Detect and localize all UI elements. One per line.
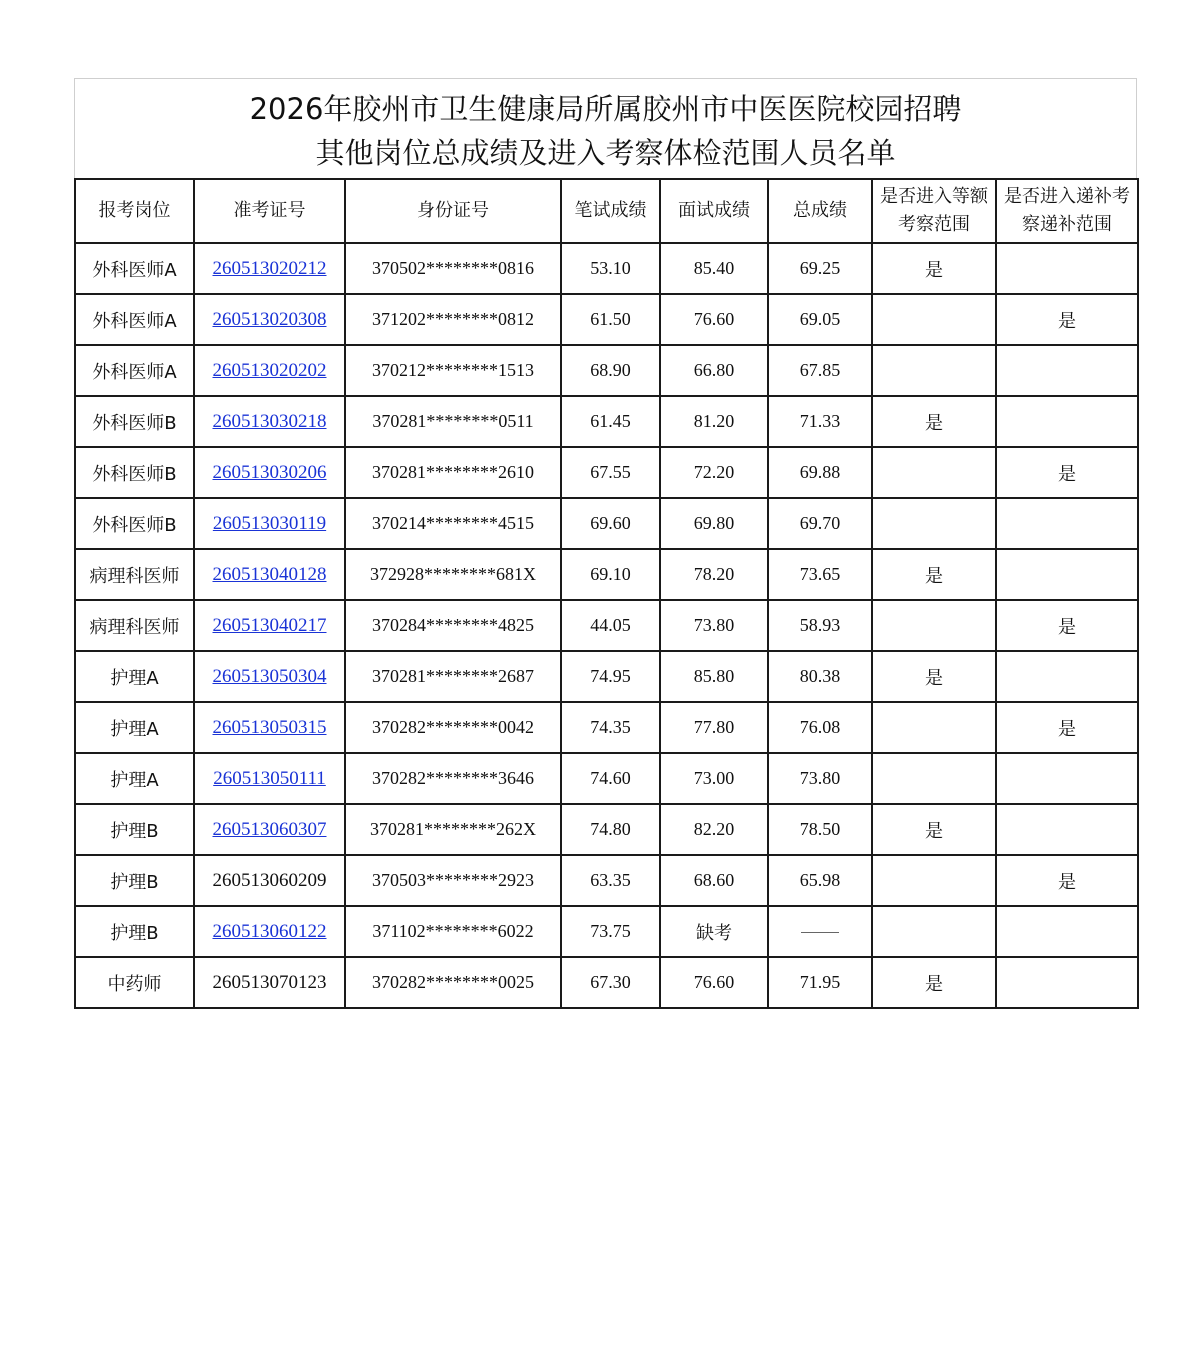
- equal-inspection-cell: 是: [872, 243, 996, 294]
- header-written-score: 笔试成绩: [561, 179, 660, 243]
- exam-no-link[interactable]: 260513020308: [212, 308, 327, 330]
- interview-score-cell: 76.60: [660, 294, 768, 345]
- table-row: [75, 855, 1138, 906]
- exam-no-link[interactable]: 260513040217: [212, 614, 327, 636]
- written-score-cell: 53.10: [561, 243, 660, 294]
- substitute-inspection-cell: [996, 753, 1138, 804]
- position-cell: 护理A: [75, 702, 194, 753]
- id-no-cell: 370502********0816: [345, 243, 561, 294]
- id-no-cell: 370503********2923: [345, 855, 561, 906]
- exam-no-link[interactable]: 260513030206: [212, 461, 327, 483]
- equal-inspection-cell: [872, 906, 996, 957]
- id-no-cell: 370281********2610: [345, 447, 561, 498]
- total-score-cell: 69.70: [768, 498, 872, 549]
- table-row: [75, 549, 1138, 600]
- exam-no-text: 260513070123: [212, 971, 327, 993]
- substitute-inspection-cell: [996, 243, 1138, 294]
- exam-no-cell: [194, 957, 345, 1008]
- interview-score-cell: 66.80: [660, 345, 768, 396]
- id-no-cell: 370281********262X: [345, 804, 561, 855]
- id-no-cell: 370282********0042: [345, 702, 561, 753]
- total-score-cell: 69.25: [768, 243, 872, 294]
- id-no-cell: 370282********3646: [345, 753, 561, 804]
- position-cell: 病理科医师: [75, 549, 194, 600]
- equal-inspection-cell: [872, 447, 996, 498]
- written-score-cell: 69.10: [561, 549, 660, 600]
- header-interview-score: 面试成绩: [660, 179, 768, 243]
- written-score-cell: 74.35: [561, 702, 660, 753]
- exam-no-link[interactable]: 260513030218: [212, 410, 327, 432]
- position-cell: 外科医师A: [75, 345, 194, 396]
- written-score-cell: 68.90: [561, 345, 660, 396]
- exam-no-cell[interactable]: [194, 804, 345, 855]
- interview-score-cell: 缺考: [660, 906, 768, 957]
- written-score-cell: 67.55: [561, 447, 660, 498]
- exam-no-link[interactable]: 260513060307: [212, 818, 327, 840]
- exam-no-link[interactable]: 260513050304: [212, 665, 327, 687]
- substitute-inspection-cell: [996, 498, 1138, 549]
- exam-no-link[interactable]: 260513050315: [212, 716, 327, 738]
- interview-score-cell: 85.80: [660, 651, 768, 702]
- exam-no-cell[interactable]: [194, 549, 345, 600]
- equal-inspection-cell: [872, 294, 996, 345]
- equal-inspection-cell: 是: [872, 396, 996, 447]
- position-cell: 护理B: [75, 906, 194, 957]
- score-sheet: [74, 78, 1137, 1009]
- exam-no-cell[interactable]: [194, 396, 345, 447]
- position-cell: 外科医师A: [75, 243, 194, 294]
- header-row: [75, 179, 1138, 243]
- position-cell: 护理A: [75, 651, 194, 702]
- id-no-cell: 370284********4825: [345, 600, 561, 651]
- equal-inspection-cell: [872, 753, 996, 804]
- substitute-inspection-cell: [996, 345, 1138, 396]
- exam-no-link[interactable]: 260513020212: [212, 257, 327, 279]
- written-score-cell: 74.60: [561, 753, 660, 804]
- interview-score-cell: 73.00: [660, 753, 768, 804]
- written-score-cell: 74.95: [561, 651, 660, 702]
- table-row: [75, 345, 1138, 396]
- id-no-cell: 370212********1513: [345, 345, 561, 396]
- interview-score-cell: 69.80: [660, 498, 768, 549]
- position-cell: 外科医师B: [75, 447, 194, 498]
- position-cell: 病理科医师: [75, 600, 194, 651]
- interview-score-cell: 68.60: [660, 855, 768, 906]
- id-no-cell: 370281********2687: [345, 651, 561, 702]
- table-row: [75, 702, 1138, 753]
- substitute-inspection-cell: [996, 396, 1138, 447]
- position-cell: 护理B: [75, 804, 194, 855]
- interview-score-cell: 81.20: [660, 396, 768, 447]
- written-score-cell: 74.80: [561, 804, 660, 855]
- equal-inspection-cell: 是: [872, 651, 996, 702]
- id-no-cell: 371202********0812: [345, 294, 561, 345]
- header-position: 报考岗位: [75, 179, 194, 243]
- header-substitute-inspection: 是否进入递补考察递补范围: [996, 179, 1138, 243]
- interview-score-cell: 76.60: [660, 957, 768, 1008]
- exam-no-cell[interactable]: [194, 600, 345, 651]
- exam-no-link[interactable]: 260513060122: [212, 920, 327, 942]
- table-row: [75, 600, 1138, 651]
- equal-inspection-cell: 是: [872, 804, 996, 855]
- total-score-cell: 73.80: [768, 753, 872, 804]
- id-no-cell: 370214********4515: [345, 498, 561, 549]
- position-cell: 护理B: [75, 855, 194, 906]
- table-row: [75, 498, 1138, 549]
- exam-no-cell[interactable]: [194, 651, 345, 702]
- substitute-inspection-cell: [996, 906, 1138, 957]
- written-score-cell: 61.50: [561, 294, 660, 345]
- title-box: [74, 78, 1137, 178]
- substitute-inspection-cell: 是: [996, 294, 1138, 345]
- exam-no-cell[interactable]: [194, 906, 345, 957]
- total-score-cell: 71.33: [768, 396, 872, 447]
- id-no-cell: 372928********681X: [345, 549, 561, 600]
- written-score-cell: 44.05: [561, 600, 660, 651]
- header-equal-inspection: 是否进入等额考察范围: [872, 179, 996, 243]
- interview-score-cell: 78.20: [660, 549, 768, 600]
- exam-no-link[interactable]: 260513030119: [212, 512, 327, 534]
- interview-score-cell: 77.80: [660, 702, 768, 753]
- total-score-cell: 78.50: [768, 804, 872, 855]
- page-title-line1: 2026年胶州市卫生健康局所属胶州市中医医院校园招聘: [249, 92, 962, 126]
- total-score-cell: 76.08: [768, 702, 872, 753]
- equal-inspection-cell: [872, 498, 996, 549]
- substitute-inspection-cell: 是: [996, 600, 1138, 651]
- total-score-cell: [768, 906, 872, 957]
- exam-no-cell[interactable]: [194, 753, 345, 804]
- exam-no-link[interactable]: 260513050111: [213, 767, 326, 789]
- exam-no-cell[interactable]: [194, 294, 345, 345]
- id-no-cell: 371102********6022: [345, 906, 561, 957]
- written-score-cell: 63.35: [561, 855, 660, 906]
- header-total-score: 总成绩: [768, 179, 872, 243]
- substitute-inspection-cell: [996, 651, 1138, 702]
- equal-inspection-cell: [872, 600, 996, 651]
- table-row: [75, 753, 1138, 804]
- results-table: [74, 178, 1139, 1009]
- total-score-cell: 71.95: [768, 957, 872, 1008]
- substitute-inspection-cell: [996, 549, 1138, 600]
- interview-score-cell: 72.20: [660, 447, 768, 498]
- substitute-inspection-cell: [996, 804, 1138, 855]
- position-cell: 外科医师B: [75, 498, 194, 549]
- equal-inspection-cell: 是: [872, 957, 996, 1008]
- written-score-cell: 69.60: [561, 498, 660, 549]
- equal-inspection-cell: [872, 702, 996, 753]
- substitute-inspection-cell: 是: [996, 702, 1138, 753]
- written-score-cell: 73.75: [561, 906, 660, 957]
- written-score-cell: 61.45: [561, 396, 660, 447]
- exam-no-cell[interactable]: [194, 447, 345, 498]
- total-score-cell: 67.85: [768, 345, 872, 396]
- exam-no-cell[interactable]: [194, 498, 345, 549]
- interview-score-cell: 85.40: [660, 243, 768, 294]
- written-score-cell: 67.30: [561, 957, 660, 1008]
- table-row: [75, 957, 1138, 1008]
- exam-no-cell: [194, 855, 345, 906]
- id-no-cell: 370282********0025: [345, 957, 561, 1008]
- table-row: [75, 396, 1138, 447]
- total-score-cell: 69.05: [768, 294, 872, 345]
- table-row: [75, 651, 1138, 702]
- exam-no-cell[interactable]: [194, 345, 345, 396]
- substitute-inspection-cell: 是: [996, 447, 1138, 498]
- table-row: [75, 804, 1138, 855]
- table-row: [75, 294, 1138, 345]
- exam-no-link[interactable]: 260513040128: [212, 563, 327, 585]
- exam-no-link[interactable]: 260513020202: [212, 359, 327, 381]
- table-row: [75, 243, 1138, 294]
- position-cell: 护理A: [75, 753, 194, 804]
- substitute-inspection-cell: [996, 957, 1138, 1008]
- total-score-cell: 65.98: [768, 855, 872, 906]
- table-row: [75, 447, 1138, 498]
- total-score-cell: 69.88: [768, 447, 872, 498]
- total-score-cell: 80.38: [768, 651, 872, 702]
- interview-score-cell: 82.20: [660, 804, 768, 855]
- exam-no-text: 260513060209: [212, 869, 327, 891]
- substitute-inspection-cell: 是: [996, 855, 1138, 906]
- absent-dash: [801, 932, 839, 933]
- page-title-line2: 其他岗位总成绩及进入考察体检范围人员名单: [315, 136, 896, 170]
- table-row: [75, 906, 1138, 957]
- position-cell: 外科医师A: [75, 294, 194, 345]
- equal-inspection-cell: 是: [872, 549, 996, 600]
- table-body: [75, 243, 1138, 1008]
- exam-no-cell[interactable]: [194, 702, 345, 753]
- id-no-cell: 370281********0511: [345, 396, 561, 447]
- position-cell: 中药师: [75, 957, 194, 1008]
- position-cell: 外科医师B: [75, 396, 194, 447]
- equal-inspection-cell: [872, 345, 996, 396]
- exam-no-cell[interactable]: [194, 243, 345, 294]
- equal-inspection-cell: [872, 855, 996, 906]
- header-exam-no: 准考证号: [194, 179, 345, 243]
- header-id-no: 身份证号: [345, 179, 561, 243]
- total-score-cell: 58.93: [768, 600, 872, 651]
- total-score-cell: 73.65: [768, 549, 872, 600]
- interview-score-cell: 73.80: [660, 600, 768, 651]
